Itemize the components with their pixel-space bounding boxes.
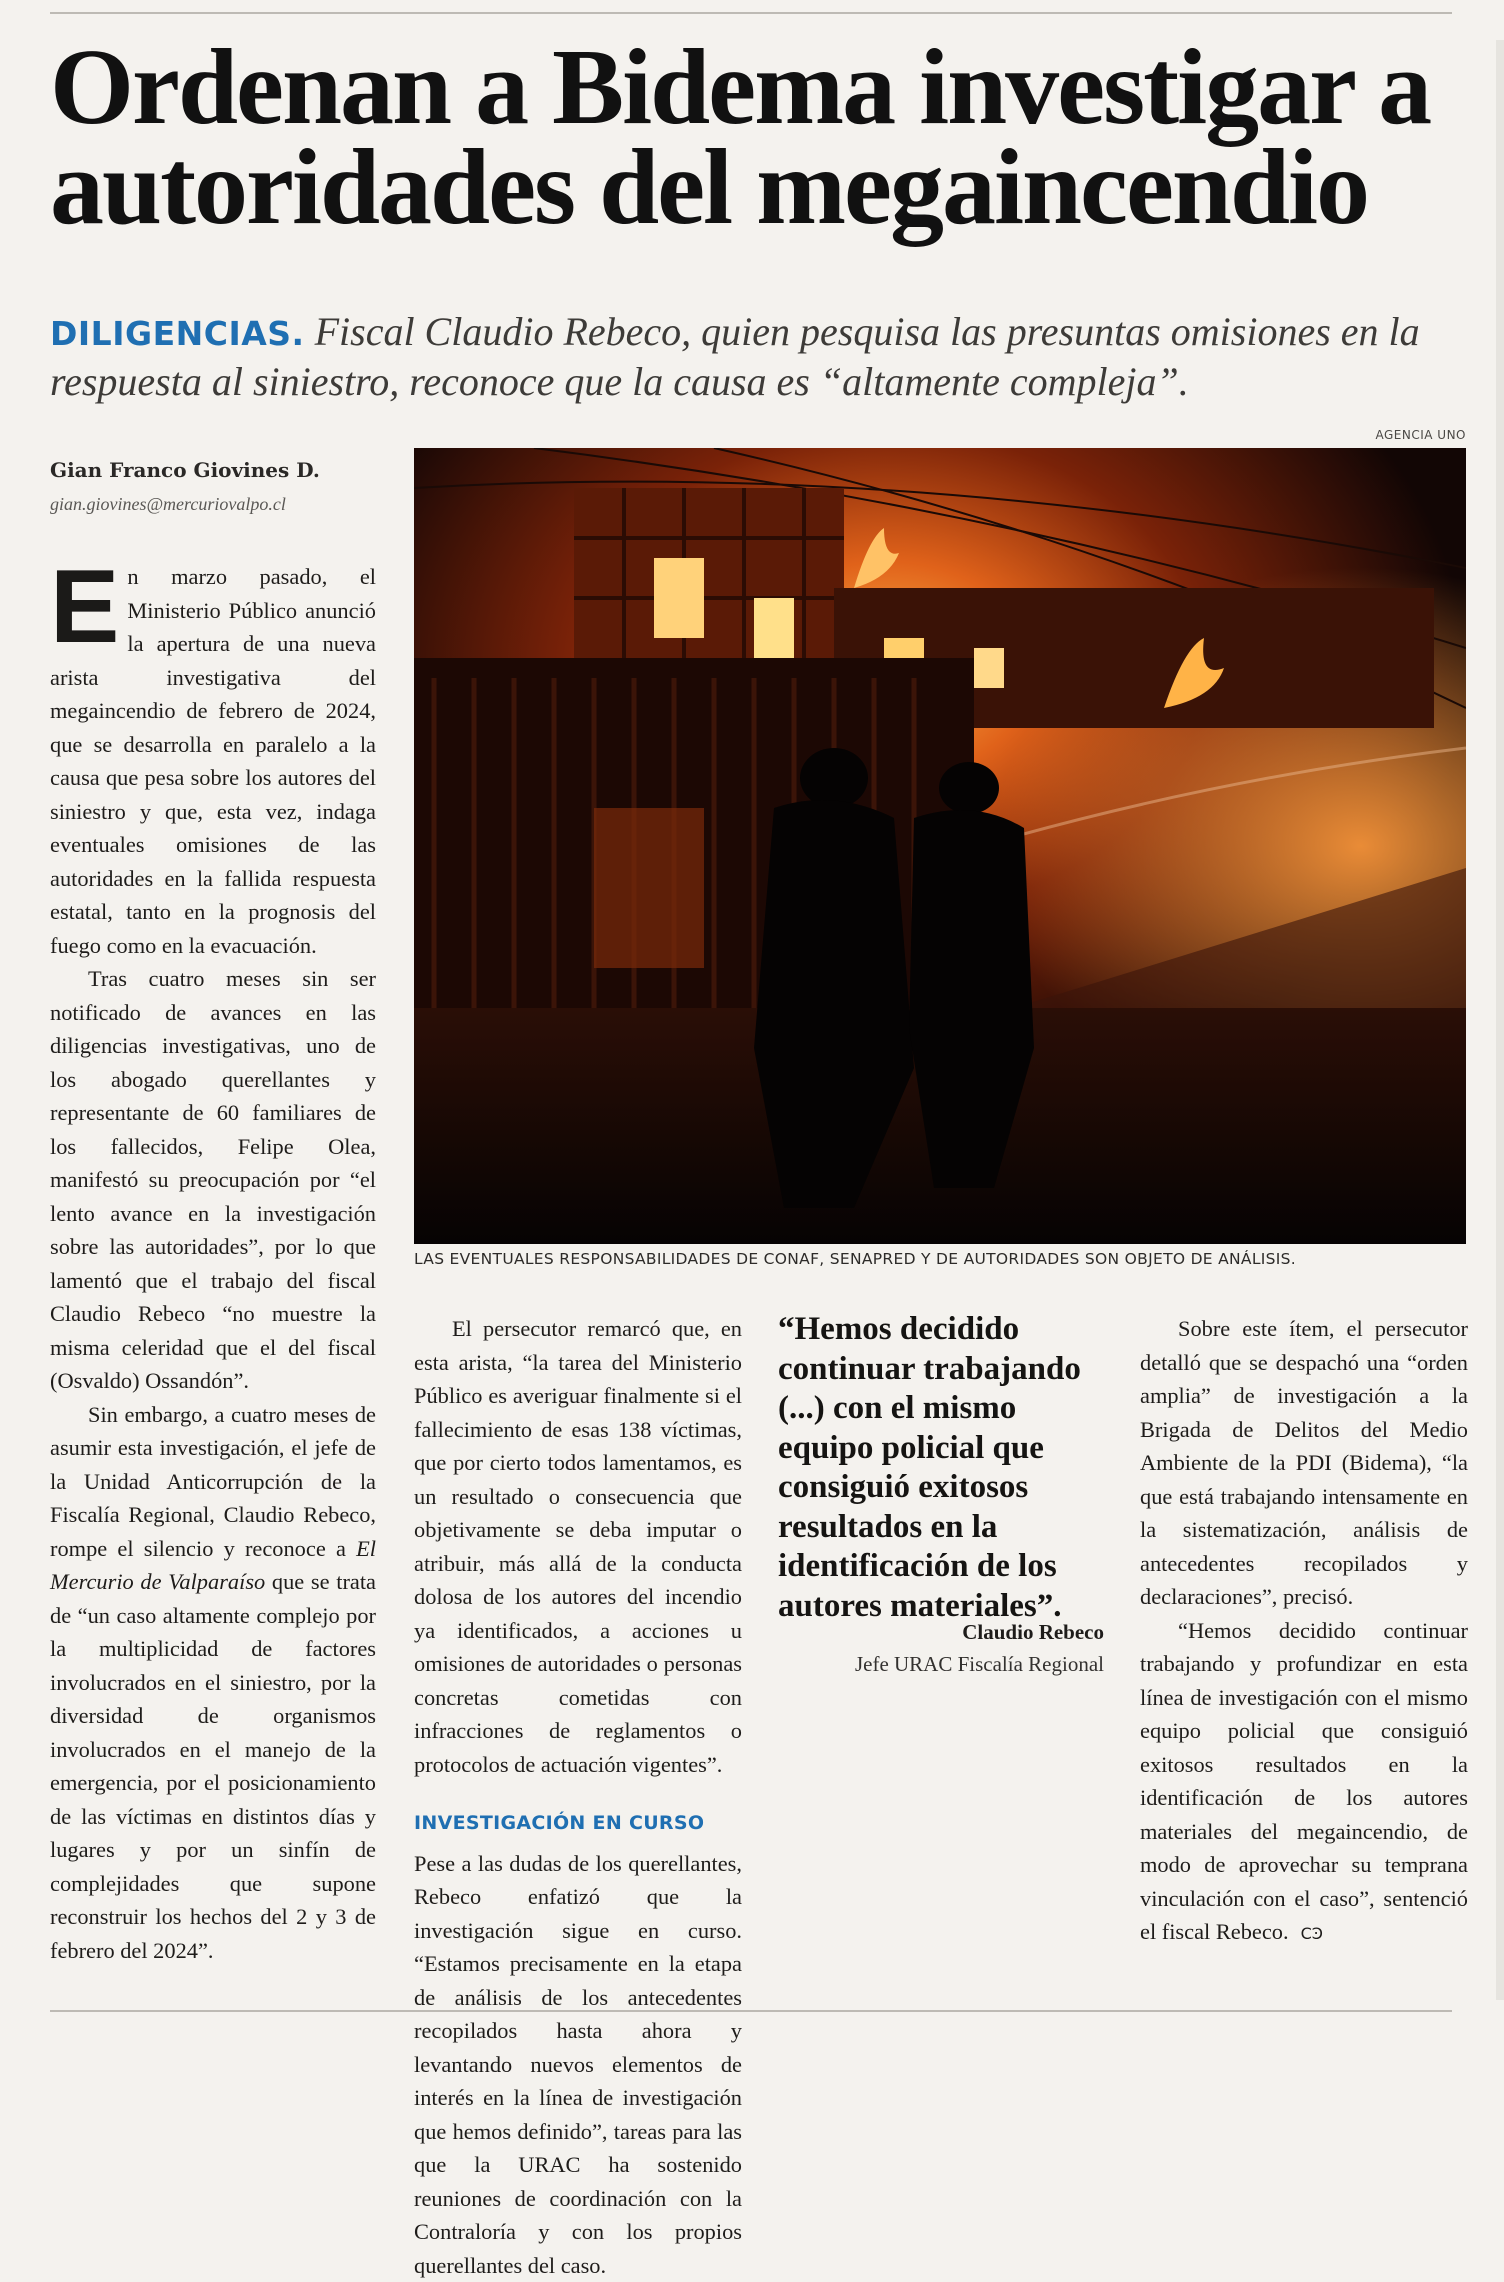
end-mark: CϿ [1301, 1924, 1323, 1943]
section-subhead: INVESTIGACIÓN EN CURSO [414, 1807, 742, 1841]
pull-quote: “Hemos decidido continuar trabajando (...) con el mismo equipo policial que consiguió exitosos resultados en la identificación de los autores materiales”. [778, 1310, 1108, 1626]
paragraph-3: Sin embargo, a cuatro meses de asumir esta investigación, el jefe de la Unidad Anticorrupción de la Fiscalía Regional, Claudio Rebeco, rompe el silencio y reconoce a El Mercurio de Valparaíso que se trata de “un caso altamente complejo por la multiplicidad de factores involucrados en el siniestro, por la diversidad de organismos involucrados en el manejo de la emergencia, por el posicionamiento de las víctimas en distintos días y lugares y por un sinfín de complejidades que supone reconstruir los hechos del 2 y 3 de febrero del 2024”. [50, 1398, 376, 1968]
byline-email: gian.giovines@mercuriovalpo.cl [50, 494, 370, 515]
adjacent-page-edge [1496, 40, 1504, 2000]
paragraph-6: Sobre este ítem, el persecutor detalló que se despachó una “orden amplia” de investigación a la Brigada de Delitos del Medio Ambiente de la PDI (Bidema), “la que está trabajando intensamente en la sistematización, análisis de antecedentes recopilados y declaraciones”, precisó. [1140, 1312, 1468, 1614]
paragraph-5: Pese a las dudas de los querellantes, Rebeco enfatizó que la investigación sigue en curso. “Estamos precisamente en la etapa de análisis de los antecedentes recopilados hasta ahora y levantando nuevos elementos de interés en la línea de investigación que hemos definido”, tareas para las que la URAC ha sostenido reuniones de coordinación con la Contraloría y con los propios querellantes del caso. [414, 1847, 742, 2282]
byline-author: Gian Franco Giovines D. [50, 458, 370, 482]
bottom-rule [50, 2010, 1452, 2012]
paragraph-7: “Hemos decidido continuar trabajando y profundizar en esta línea de investigación con el mismo equipo policial que consiguió exitosos resultados en la identificación de los autores materiales del megaincendio, de modo de aprovechar su temprana vinculación con el caso”, sentenció el fiscal Rebeco. CϿ [1140, 1614, 1468, 1951]
article-column-2 [414, 1312, 742, 2282]
photo-credit: AGENCIA UNO [1300, 428, 1466, 442]
lead-paragraph: En marzo pasado, el Ministerio Público anunció la apertura de una nueva arista investigativa del megaincendio de febrero de 2024, que se desarrolla en paralelo a la causa que pesa sobre los autores del siniestro y que, esta vez, indaga eventuales omisiones de las autoridades en la fallida respuesta estatal, tanto en la prognosis del fuego como en la evacuación. [50, 560, 376, 962]
deck [50, 308, 1470, 406]
headline: Ordenan a Bidema investigar a autoridades del megaincendio [50, 38, 1470, 238]
fire-photo [414, 448, 1466, 1244]
pull-quote-role: Jefe URAC Fiscalía Regional [778, 1652, 1104, 1677]
article-column-4 [1140, 1312, 1468, 1951]
deck-kicker: DILIGENCIAS. [50, 314, 305, 353]
publication-name: El Mercurio de Valparaíso [50, 1536, 376, 1595]
deck-text: Fiscal Claudio Rebeco, quien pesquisa las presuntas omisiones en la respuesta al siniestro, reconoce que la causa es “altamente compleja”. [50, 309, 1420, 404]
article-column-1 [50, 560, 376, 1967]
pull-quote-name: Claudio Rebeco [778, 1620, 1104, 1645]
top-rule [50, 12, 1452, 14]
paragraph-4: El persecutor remarcó que, en esta arista, “la tarea del Ministerio Público es averiguar finalmente si el fallecimiento de esas 138 víctimas, que por cierto todos lamentamos, es un resultado o consecuencia que objetivamente se deba imputar o atribuir, más allá de la conducta dolosa de los autores del incendio ya identificados, a acciones u omisiones de autoridades o personas concretas cometidas con infracciones de reglamentos o protocolos de actuación vigentes”. [414, 1312, 742, 1781]
fire-scene-illustration [414, 448, 1466, 1244]
photo-caption: LAS EVENTUALES RESPONSABILIDADES DE CONAF, SENAPRED Y DE AUTORIDADES SON OBJETO DE ANÁLISIS. [414, 1250, 1474, 1268]
drop-cap: E [50, 564, 119, 650]
paragraph-2: Tras cuatro meses sin ser notificado de avances en las diligencias investigativas, uno de los abogado querellantes y representante de 60 familiares de los fallecidos, Felipe Olea, manifestó su preocupación por “el lento avance en la investigación sobre las autoridades”, por lo que lamentó que el trabajo del fiscal Claudio Rebeco “no muestre la misma celeridad que el del fiscal (Osvaldo) Ossandón”. [50, 962, 376, 1398]
